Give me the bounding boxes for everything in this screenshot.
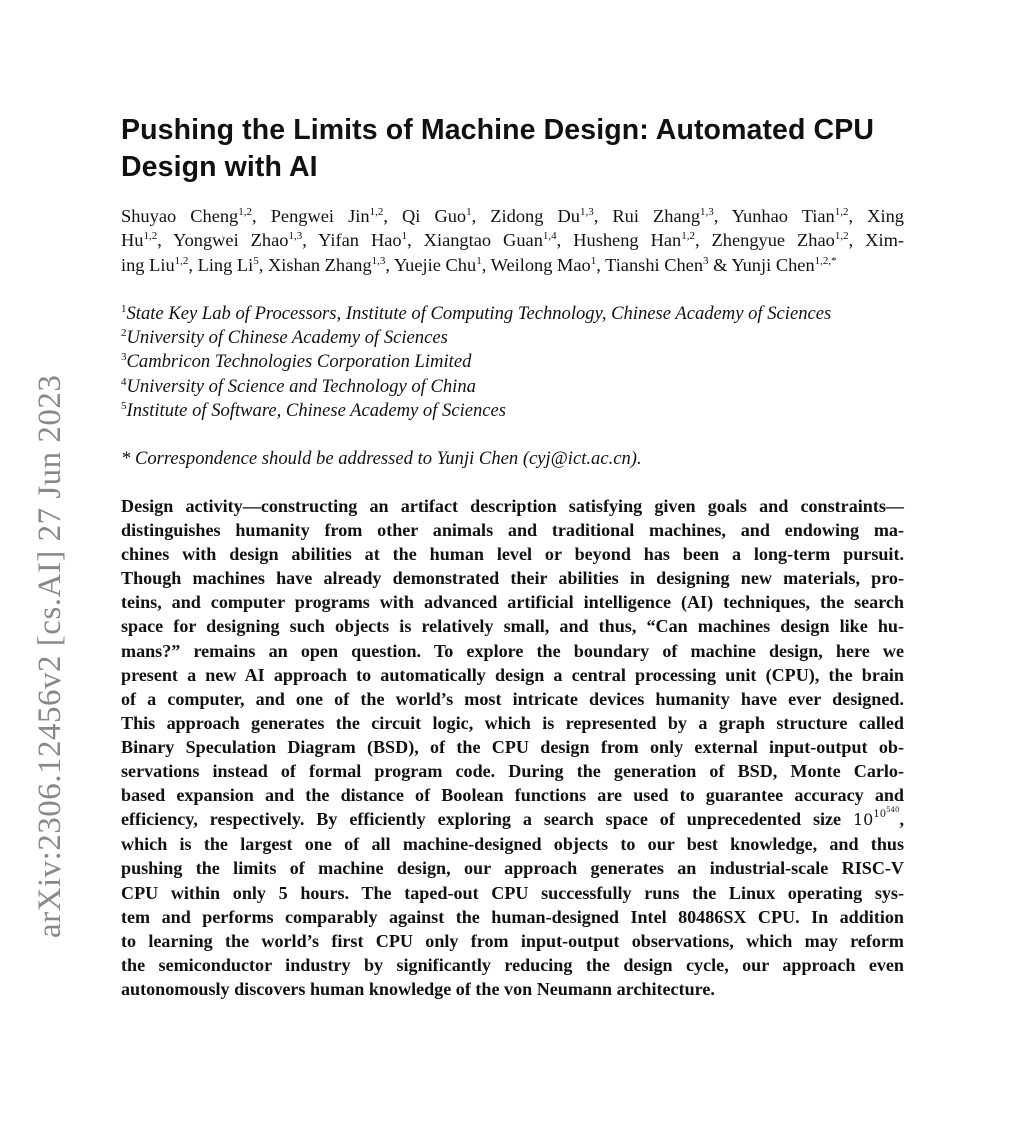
affiliation-text: University of Chinese Academy of Sciences	[126, 327, 448, 349]
correspondence-note: * Correspondence should be addressed to Yunji Chen (cyj@ict.ac.cn).	[121, 448, 642, 469]
author-affiliation-marker: 5	[253, 254, 259, 267]
author-name: Xing	[867, 206, 904, 226]
author-affiliation-marker: 1,2	[369, 206, 384, 218]
abstract-line: teins, and computer programs with advanced artificial intelligence (AI) techniques, the search	[121, 592, 904, 613]
abstract-line: to learning the world’s first CPU only from input-output observations, which may reform	[121, 930, 904, 951]
abstract-line: This approach generates the circuit logic, which is represented by a graph structure called	[121, 712, 904, 733]
abstract-line: mans?” remains an open question. To explore the boundary of machine design, here we	[121, 640, 904, 661]
author-list	[121, 204, 904, 277]
abstract-line: based expansion and the distance of Boolean functions are used to guarantee accuracy and	[121, 785, 904, 806]
abstract-line-with-math	[121, 807, 904, 832]
abstract-line: chines with design abilities at the human level or beyond has been a long-term pursuit.	[121, 544, 904, 565]
author-name: Yongwei Zhao$^{1,3}$	[173, 230, 303, 251]
author-affiliation-marker: 3	[703, 254, 709, 267]
affiliation-item	[121, 399, 921, 423]
author-name: Ling Li$^5$	[197, 254, 259, 275]
author-name: Yifan Hao$^1$	[318, 230, 408, 251]
author-affiliation-marker: 1	[590, 254, 597, 267]
search-space-size	[853, 806, 900, 830]
author-affiliation-marker: 1,2	[834, 230, 849, 243]
affiliation-list	[121, 302, 921, 423]
affiliation-number: 1	[121, 303, 127, 315]
author-affiliation-marker: 1,4	[542, 230, 557, 243]
affiliation-item	[121, 375, 921, 399]
author-affiliation-marker: 1,2	[174, 254, 189, 267]
author-affiliation-marker: 1,3	[288, 230, 303, 243]
affiliation-item	[121, 302, 921, 326]
author-name: Xiangtao Guan$^{1,4}$	[423, 230, 557, 251]
abstract-line: Binary Speculation Diagram (BSD), of the CPU design from only external input-output ob-	[121, 736, 904, 757]
author-line: Shuyao Cheng$^{1,2}$, Pengwei Jin$^{1,2}$, Qi Guo$^1$, Zidong Du$^{1,3}$, Rui Zhang$^{1,3}$, Yunhao Tian$^{1,2}$, Xing	[121, 206, 904, 226]
author-affiliation-marker: 1	[401, 230, 408, 243]
affiliation-number: 5	[121, 399, 127, 412]
abstract-line: pushing the limits of machine design, our approach generates an industrial-scale RISC-V	[121, 858, 904, 879]
author-name: Pengwei Jin$^{1,2}$	[270, 206, 384, 226]
arxiv-identifier-stamp: arXiv:2306.12456v2 [cs.AI] 27 Jun 2023	[32, 374, 68, 938]
author-affiliation-marker: 1,2	[681, 230, 695, 243]
author-name: Hu$^{1,2}$	[121, 230, 158, 251]
abstract-line: servations instead of formal program code. During the generation of BSD, Monte Carlo-	[121, 761, 904, 782]
affiliation-number: 2	[121, 327, 127, 340]
abstract-line: autonomously discovers human knowledge of the von Neumann architecture.	[121, 978, 715, 999]
author-name: Tianshi Chen$^3$	[605, 254, 709, 275]
search-space-suffix: ,	[899, 809, 904, 830]
search-space-exp-base: 10	[873, 809, 887, 821]
author-name: Zhengyue Zhao$^{1,2}$	[711, 230, 849, 251]
abstract-line: CPU within only 5 hours. The taped-out CPU successfully runs the Linux operating sys-	[121, 882, 904, 903]
author-name: Yunhao Tian$^{1,2}$	[731, 206, 849, 226]
author-affiliation-marker: 1	[466, 206, 472, 218]
affiliation-text: State Key Lab of Processors, Institute of Computing Technology, Chinese Academy of Sciences	[126, 303, 832, 324]
affiliation-number: 3	[121, 351, 127, 364]
author-name: Xishan Zhang$^{1,3}$	[267, 254, 386, 275]
abstract	[121, 494, 904, 1001]
author-line: Hu$^{1,2}$, Yongwei Zhao$^{1,3}$, Yifan Hao$^1$, Xiangtao Guan$^{1,4}$, Husheng Han$^{1,2}$, Zhengyue Zhao$^{1,2}$, Xim-	[121, 230, 904, 251]
search-space-exp-exp: 540	[886, 806, 900, 815]
abstract-line: distinguishes humanity from other animals and traditional machines, and endowing ma-	[121, 520, 904, 541]
author-name: Yunji Chen$^{1,2,*}$	[731, 254, 837, 275]
author-affiliation-marker: 1,2	[238, 206, 253, 218]
affiliation-item	[121, 326, 921, 350]
author-name: Husheng Han$^{1,2}$	[573, 230, 695, 251]
abstract-line: Though machines have already demonstrated their abilities in designing new materials, pro-	[121, 568, 904, 589]
abstract-line-text: efficiency, respectively. By efficiently exploring a search space of unprecedented size	[121, 809, 842, 830]
author-name: Xim-	[865, 230, 904, 251]
abstract-line: tem and performs comparably against the human-designed Intel 80486SX CPU. In addition	[121, 906, 904, 927]
abstract-line: of a computer, and one of the world’s most intricate devices humanity have ever designed.	[121, 688, 904, 709]
author-name: Shuyao Cheng$^{1,2}$	[121, 206, 253, 226]
abstract-line: Design activity—constructing an artifact description satisfying given goals and constraints—	[121, 496, 904, 516]
author-name: Weilong Mao$^1$	[490, 254, 597, 275]
affiliation-text: Cambricon Technologies Corporation Limited	[126, 351, 472, 373]
search-space-base: 10	[853, 810, 874, 830]
affiliation-text: Institute of Software, Chinese Academy of Sciences	[126, 399, 507, 421]
abstract-line: space for designing such objects is relatively small, and thus, “Can machines design like hu-	[121, 616, 904, 637]
paper-title: Pushing the Limits of Machine Design: Automated CPU Design with AI	[121, 114, 875, 183]
author-affiliation-marker: 1,3	[371, 254, 386, 267]
abstract-line: present a new AI approach to automatically design a central processing unit (CPU), the brain	[121, 664, 904, 685]
abstract-line: which is the largest one of all machine-designed objects to our best knowledge, and thus	[121, 834, 904, 855]
author-name: Yuejie Chu$^1$	[393, 254, 482, 275]
affiliation-number: 4	[121, 375, 127, 388]
abstract-line: the semiconductor industry by significantly reducing the design cycle, our approach even	[121, 954, 904, 975]
author-name: Qi Guo$^1$	[401, 206, 472, 226]
author-affiliation-marker: 1,2	[143, 230, 158, 243]
author-affiliation-marker: 1,2	[834, 206, 849, 218]
affiliation-item	[121, 350, 921, 374]
author-affiliation-marker: 1	[476, 254, 482, 267]
author-line: ing Liu$^{1,2}$, Ling Li$^5$, Xishan Zhang$^{1,3}$, Yuejie Chu$^1$, Weilong Mao$^1$, Tianshi Chen$^3$ & Yunji Chen$^{1,2,*}$	[121, 254, 837, 275]
author-name: ing Liu$^{1,2}$	[121, 254, 189, 275]
author-affiliation-marker: 1,3	[579, 206, 594, 218]
author-name: Rui Zhang$^{1,3}$	[612, 206, 714, 226]
author-name: Zidong Du$^{1,3}$	[490, 206, 594, 226]
author-affiliation-marker: 1,3	[700, 206, 714, 218]
author-affiliation-marker: 1,2,*	[814, 254, 837, 267]
affiliation-text: University of Science and Technology of China	[126, 375, 476, 397]
